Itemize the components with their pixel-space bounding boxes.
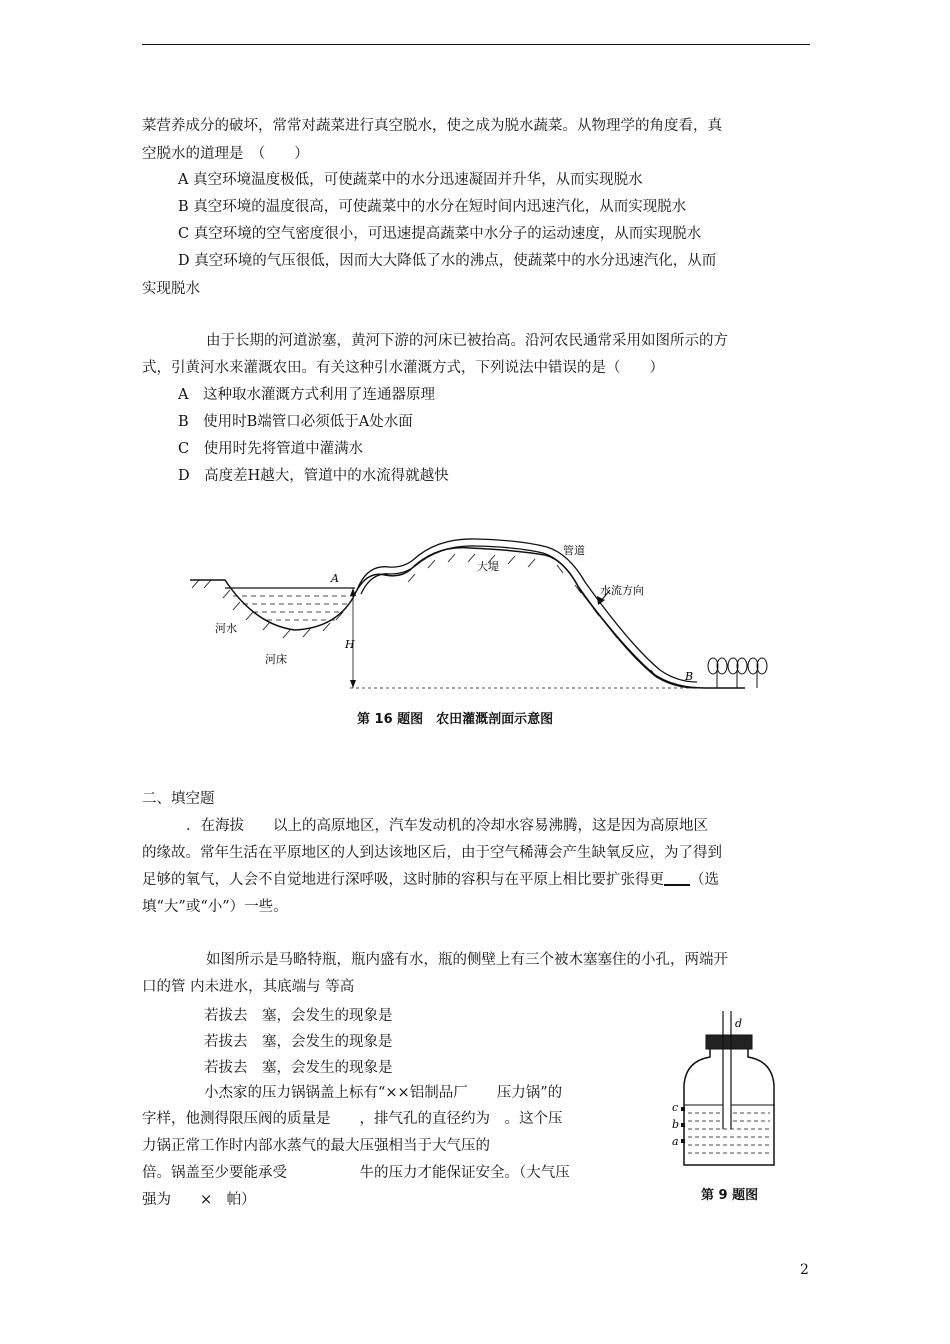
- figure-caption: 第 9 题图: [701, 1188, 759, 1203]
- figure-caption: 第 16 题图 农田灌溉剖面示意图: [357, 712, 554, 727]
- mariotte-bottle-diagram: [668, 1005, 788, 1175]
- answer-blank[interactable]: [664, 870, 690, 886]
- label-a: a: [672, 1135, 679, 1148]
- option-b: B 使用时B端管口必须低于A处水面: [178, 414, 413, 430]
- label-h: H: [345, 638, 355, 651]
- page-number: 2: [800, 1262, 809, 1278]
- question-text-line: 如图所示是马略特瓶，瓶内盛有水，瓶的侧壁上有三个被木塞塞住的小孔，两端开: [206, 952, 728, 968]
- label-a: A: [331, 572, 339, 585]
- question-text-line: 式，引黄河水来灌溉农田。有关这种引水灌溉方式，下列说法中错误的是（ ）: [142, 360, 664, 376]
- question-text-line: 的缘故。常年生活在平原地区的人到达该地区后，由于空气稀薄会产生缺氧反应，为了得到: [142, 845, 722, 861]
- section-heading: 二、填空题: [142, 791, 215, 807]
- question-text-line: 口的管 内未进水，其底端与 等高: [142, 979, 355, 995]
- label-river-bed: 河床: [265, 653, 287, 666]
- irrigation-diagram: [185, 530, 775, 695]
- question-text-line: 菜营养成分的破坏，常常对蔬菜进行真空脱水，使之成为脱水蔬菜。从物理学的角度看，真: [142, 118, 722, 134]
- header-rule: [142, 44, 810, 45]
- question-text-line: 力锅正常工作时内部水蒸气的最大压强相当于大气压的: [142, 1138, 490, 1154]
- label-c: c: [672, 1101, 679, 1114]
- label-pipe: 管道: [563, 544, 585, 557]
- option-c: C 使用时先将管道中灌满水: [178, 441, 364, 457]
- question-text-part: （选: [690, 872, 719, 888]
- question-text-line: 小杰家的压力锅锅盖上标有“××铝制品厂 压力锅”的: [204, 1085, 563, 1101]
- question-text-line: 空脱水的道理是 （ ）: [142, 146, 309, 162]
- question-text-line: 强为 × 帕）: [142, 1192, 256, 1208]
- option-b: B 真空环境的温度很高，可使蔬菜中的水分在短时间内迅速汽化，从而实现脱水: [178, 199, 687, 215]
- question-text-line: [142, 870, 719, 890]
- label-river-water: 河水: [215, 622, 237, 635]
- label-flow-direction: 水流方向: [600, 584, 644, 597]
- option-d-cont: 实现脱水: [142, 281, 200, 297]
- question-text-line: 由于长期的河道淤塞，黄河下游的河床已被抬高。沿河农民通常采用如图所示的方: [206, 333, 728, 349]
- label-b: B: [685, 670, 694, 683]
- option-d: D 高度差H越大，管道中的水流得就越快: [178, 468, 449, 484]
- question-text-part: 足够的氧气，人会不自觉地进行深呼吸，这时肺的容积与在平原上相比要扩张得更: [142, 872, 664, 888]
- question-text-line: 字样，他测得限压阀的质量是 ，排气孔的直径约为 。这个压: [142, 1111, 563, 1127]
- label-d: d: [735, 1017, 743, 1030]
- question-text-line: ．在海拔 以上的高原地区，汽车发动机的冷却水容易沸腾，这是因为高原地区: [186, 818, 708, 834]
- question-sub-item: 若拔去 塞，会发生的现象是: [204, 1060, 393, 1076]
- option-c: C 真空环境的空气密度很小，可迅速提高蔬菜中水分子的运动速度，从而实现脱水: [178, 226, 702, 242]
- option-d: D 真空环境的气压很低，因而大大降低了水的沸点，使蔬菜中的水分迅速汽化，从而: [178, 253, 717, 269]
- question-sub-item: 若拔去 塞，会发生的现象是: [204, 1008, 393, 1024]
- question-sub-item: 若拔去 塞，会发生的现象是: [204, 1034, 393, 1050]
- question-text-line: 倍。锅盖至少要能承受 牛的压力才能保证安全。（大气压: [142, 1165, 570, 1181]
- label-dam: 大堤: [477, 560, 499, 573]
- label-b: b: [672, 1118, 680, 1131]
- option-a: A 真空环境温度极低，可使蔬菜中的水分迅速凝固并升华，从而实现脱水: [178, 172, 643, 188]
- question-text-line: 填“大”或“小”）一些。: [142, 899, 288, 915]
- option-a: A 这种取水灌溉方式利用了连通器原理: [178, 387, 435, 403]
